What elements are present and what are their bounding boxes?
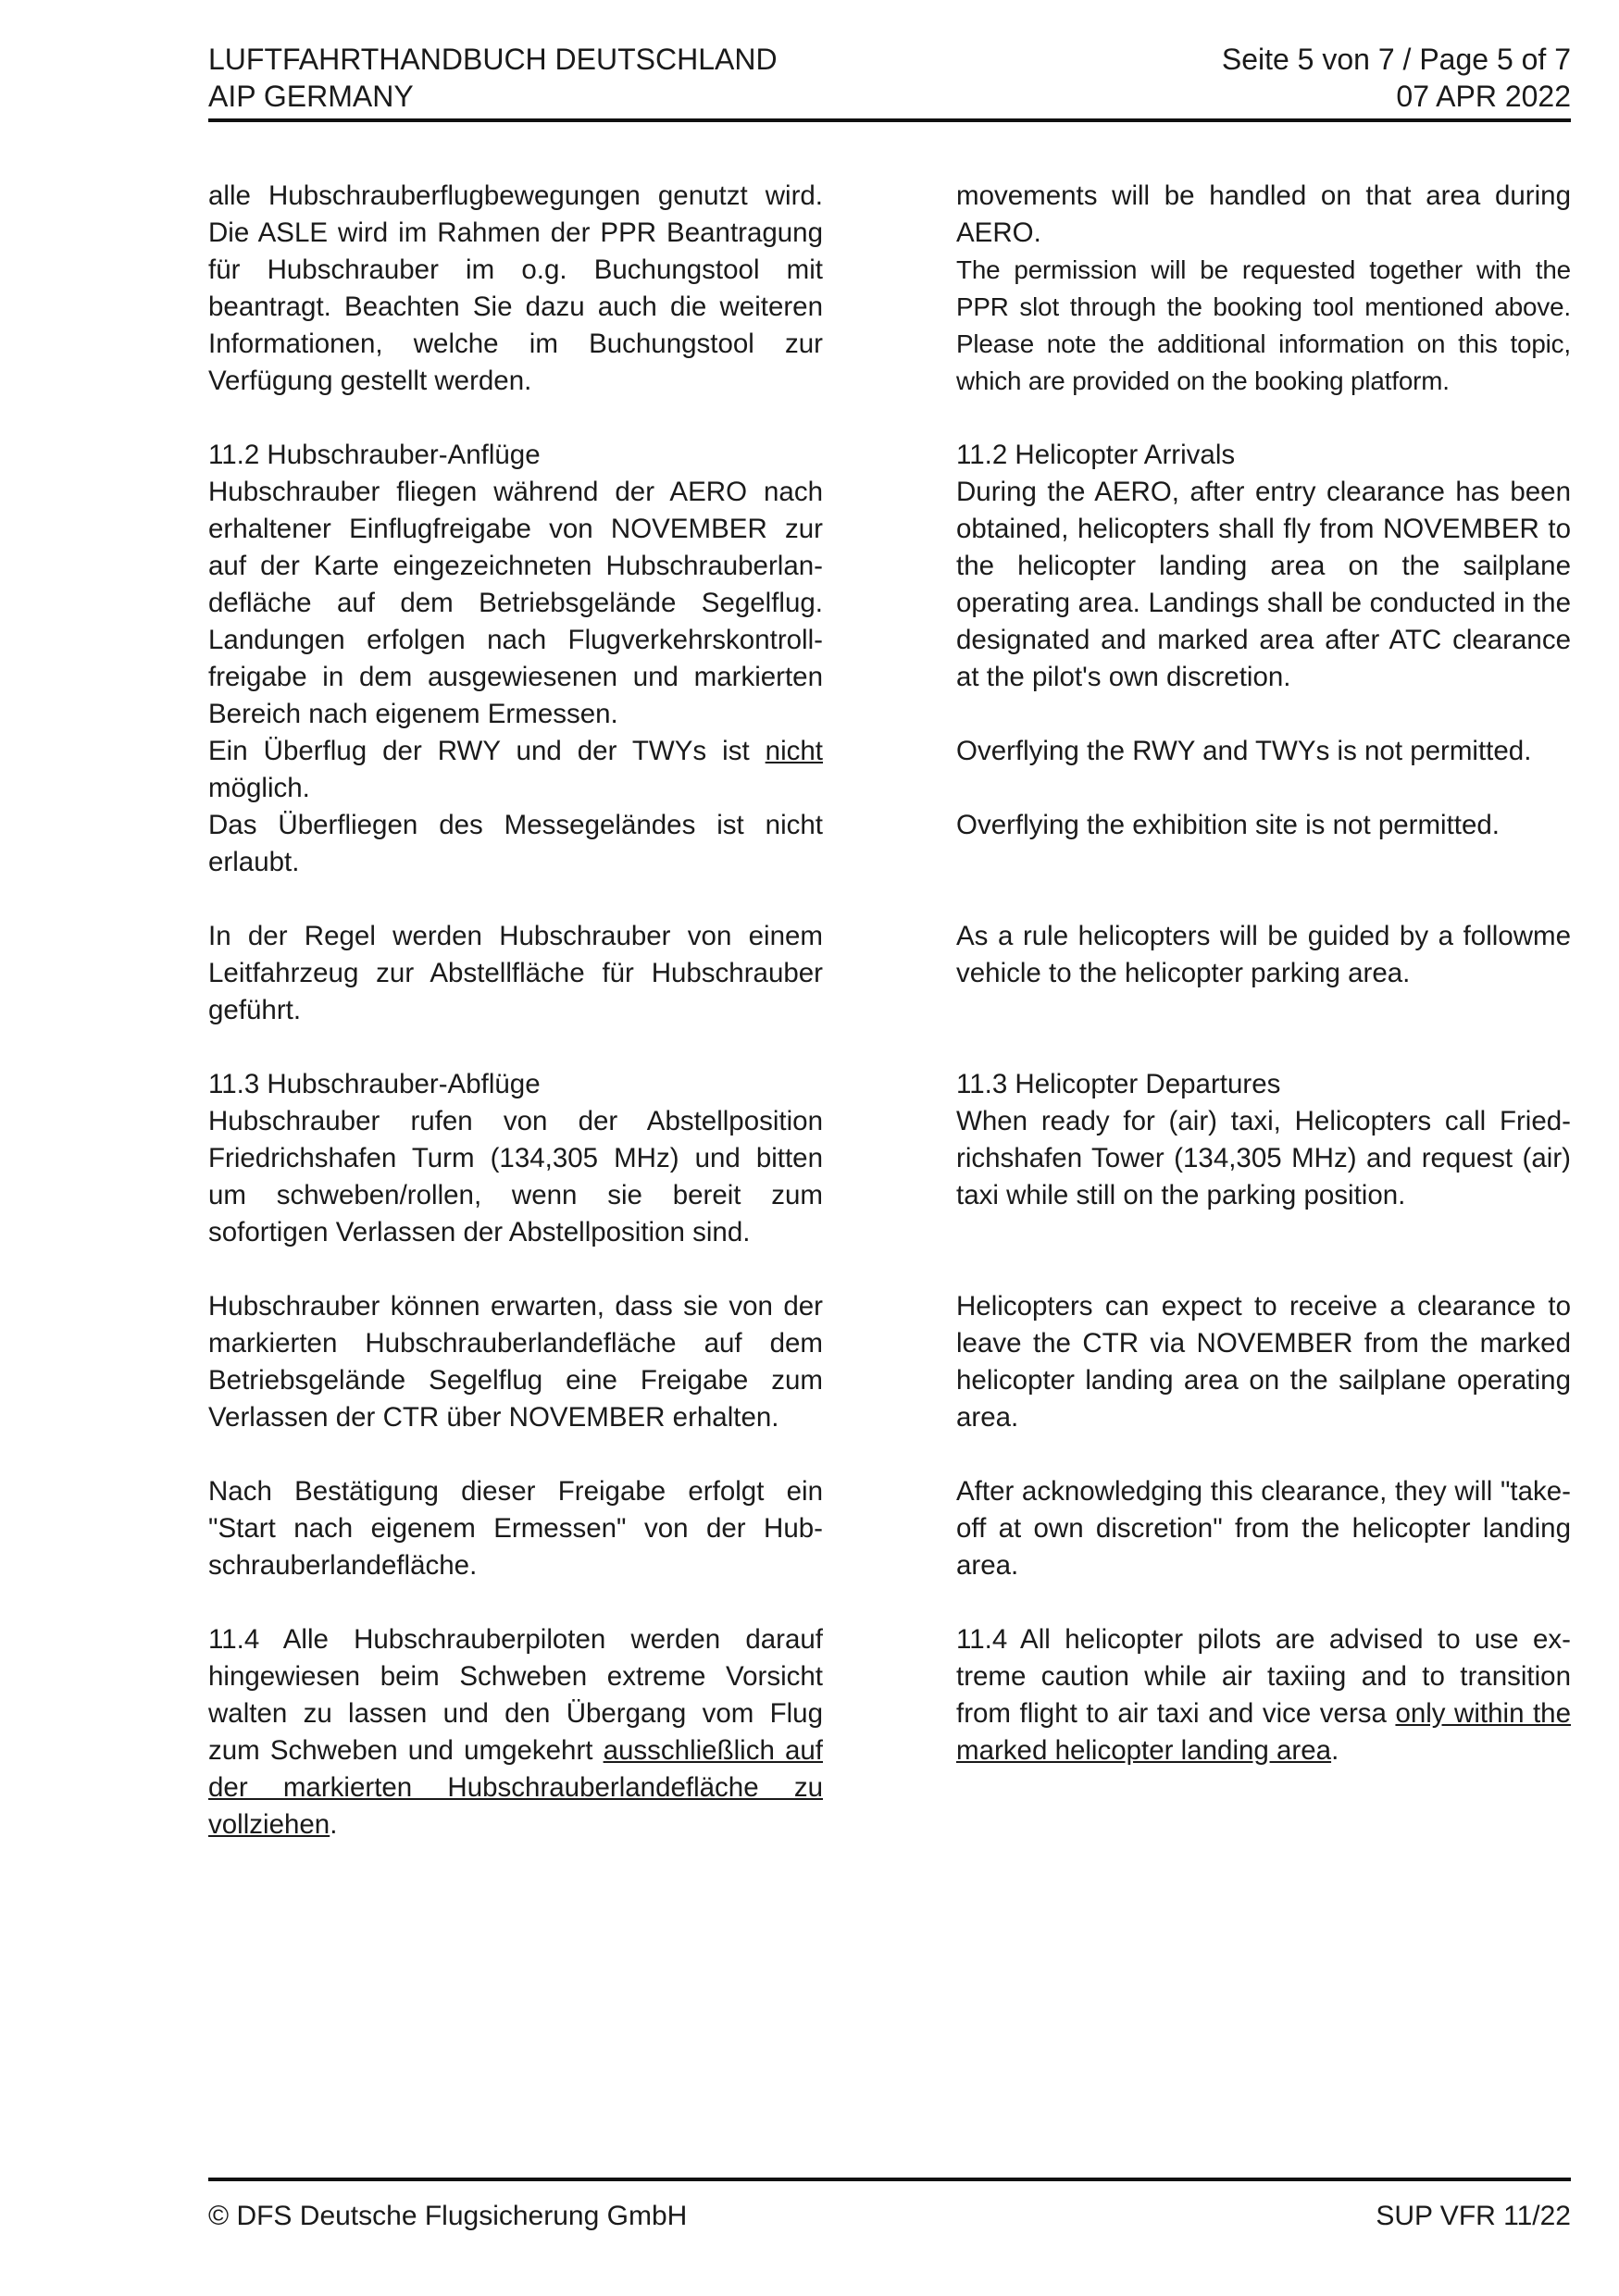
en-intro-paragraph: movements will be handled on that area during AERO.: [956, 180, 1571, 248]
de-expect-paragraph: Hubschrauber können erwarten, dass sie von der markierten Hubschrauberlandefläche auf dem Betriebsgelände Segelflug eine Freigabe zum Verlassen der CTR über NOVEMBER erhalten.: [208, 1291, 823, 1433]
header-page-number: Seite 5 von 7 / Page 5 of 7: [1221, 43, 1571, 76]
en-permission-paragraph: The permission will be requested together with the PPR slot through the booking tool mentioned above. Please note the additional information on this topic, which are provided on the booking platform.: [956, 255, 1571, 395]
header-page-info: [1222, 41, 1571, 115]
de-intro-paragraph: alle Hubschrauberflugbewegungen genutzt wird. Die ASLE wird im Rahmen der PPR Beantragung für Hubschrauber im o.g. Buchungstool mit beantragt. Beachten Sie dazu auch die weiteren Informationen, welche im Buchungstool zur Verfügung gestellt werden.: [208, 180, 823, 396]
page-footer: [208, 2178, 1571, 2231]
de-guided-paragraph: In der Regel werden Hubschrauber von einem Leitfahrzeug zur Abstellfläche für Hubschrauber geführt.: [208, 921, 823, 1025]
en-section-11-2: [956, 437, 1571, 696]
en-guided-paragraph: As a rule helicopters will be guided by a followme vehicle to the helicopter parking area.: [956, 921, 1571, 988]
footer-copyright: © DFS Deutsche Flugsicherung GmbH: [208, 2201, 688, 2231]
header-date: 07 APR 2022: [1396, 80, 1571, 113]
en-heading-11-2: 11.2 Helicopter Arrivals: [956, 440, 1236, 470]
header-title-line1: LUFTFAHRTHANDBUCH DEUTSCHLAND: [208, 43, 778, 76]
de-overfly-rwy: Ein Überflug der RWY und der TWYs ist nicht möglich.: [208, 736, 823, 803]
de-section-11-2: [208, 437, 823, 881]
de-section-11-4: 11.4 Alle Hubschrauberpiloten werden darauf hingewiesen beim Schweben extreme Vorsicht walten zu lassen und den Übergang vom Flug zum Schweben und umgekehrt ausschließlich auf der markierten Hubschrauberlandefläche zu vollziehen.: [208, 1624, 823, 1840]
header-title: [208, 41, 778, 115]
en-expect-paragraph: Helicopters can expect to receive a clearance to leave the CTR via NOVEMBER from the marked helicopter landing area on the sailplane operating area.: [956, 1291, 1571, 1433]
de-arrivals-paragraph: Hubschrauber fliegen während der AERO nach erhaltener Einflugfreigabe von NOVEMBER zur auf der Karte eingezeichneten Hubschrauberlandefläche auf dem Betriebsgelände Segelflug. Landungen erfolgen nach Flugverkehrskontrollfreigabe in dem ausgewiesenen und markierten Bereich nach eigenem Ermessen.: [208, 477, 823, 729]
en-section-11-4: 11.4 All helicopter pilots are advised to use extreme caution while air taxiing and to transition from flight to air taxi and vice versa only within the marked helicopter landing area.: [956, 1624, 1571, 1766]
de-ack-paragraph: Nach Bestätigung dieser Freigabe erfolgt ein "Start nach eigenem Ermessen" von der Hubschrauberlandefläche.: [208, 1476, 823, 1581]
en-overfly-rwy: Overflying the RWY and TWYs is not permitted.: [956, 736, 1532, 766]
de-overfly-rwy-emphasis: nicht: [765, 736, 823, 766]
de-section-11-3: [208, 1066, 823, 1251]
en-heading-11-3: 11.3 Helicopter Departures: [956, 1069, 1281, 1099]
de-heading-11-2: 11.2 Hubschrauber-Anflüge: [208, 440, 541, 470]
en-departures-paragraph: When ready for (air) taxi, Helicopters call Friedrichshafen Tower (134,305 MHz) and request (air) taxi while still on the parking position.: [956, 1106, 1571, 1210]
footer-reference: SUP VFR 11/22: [1376, 2201, 1571, 2231]
english-column: [956, 178, 1571, 1806]
german-column: [208, 178, 823, 1880]
en-11-4-emphasis: only within the marked helicopter landing area: [956, 1698, 1571, 1766]
header-title-line2: AIP GERMANY: [208, 80, 414, 113]
de-departures-paragraph: Hubschrauber rufen von der Abstellposition Friedrichshafen Turm (134,305 MHz) und bitten um schweben/rollen, wenn sie bereit zum sofortigen Verlassen der Abstellposition sind.: [208, 1106, 823, 1247]
de-11-4-emphasis: ausschließlich auf der markierten Hubschrauberlandefläche zu vollziehen: [208, 1735, 823, 1840]
en-section-11-3: [956, 1066, 1571, 1214]
de-heading-11-3: 11.3 Hubschrauber-Abflüge: [208, 1069, 541, 1099]
en-overfly-site: Overflying the exhibition site is not permitted.: [956, 810, 1501, 840]
en-arrivals-paragraph: During the AERO, after entry clearance has been obtained, helicopters shall fly from NOVEMBER to the helicopter landing area on the sailplane operating area. Landings shall be conducted in the designated and marked area after ATC clearance at the pilot's own discretion.: [956, 477, 1571, 692]
en-ack-paragraph: After acknowledging this clearance, they will "take-off at own discretion" from the helicopter landing area.: [956, 1476, 1571, 1581]
de-overfly-site: Das Überfliegen des Messegeländes ist nicht erlaubt.: [208, 810, 823, 877]
page-header: [208, 41, 1571, 122]
